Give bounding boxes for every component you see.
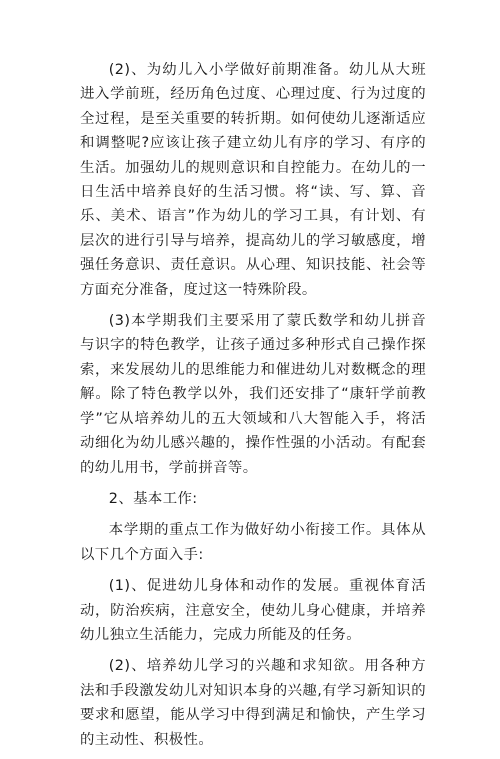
paragraph-key-work: 本学期的重点工作为做好幼小衔接工作。具体从以下几个方面入手: bbox=[80, 522, 426, 563]
paragraph-preparation: (2)、为幼儿入小学做好前期准备。幼儿从大班进入学前班，经历角色过度、心理过度、行为过度的全过程，是至关重要的转折期。如何使幼儿逐渐适应和调整呢?应该让孩子建立幼儿有序的学习、有序的生活。加强幼儿的规则意识和自控能力。在幼儿的一日生活中培养良好的生活习惯。将“读、写、算、音乐、美术、语言”作为幼儿的学习工具，有计划、有层次的进行引导与培养，提高幼儿的学习敏感度，增强任务意识、责任意识。从心理、知识技能、社会等方面充分准备，度过这一特殊阶段。 bbox=[80, 62, 426, 298]
paragraph-physical-development: (1)、促进幼儿身体和动作的发展。重视体育活动，防治疾病，注意安全，使幼儿身心健康，并培养幼儿独立生活能力，完成力所能及的任务。 bbox=[80, 578, 426, 643]
section-heading-basic-work: 2、基本工作: bbox=[108, 490, 198, 507]
document-page bbox=[80, 58, 426, 759]
paragraph-learning-interest: (2)、培养幼儿学习的兴趣和求知欲。用各种方法和手段激发幼儿对知识本身的兴趣,有学习新知识的要求和愿望，能从学习中得到满足和愉快，产生学习的主动性、积极性。 bbox=[80, 658, 426, 748]
paragraph-special-teaching: (3)本学期我们主要采用了蒙氏数学和幼儿拼音与识字的特色教学，让孩子通过多种形式自己操作探索，来发展幼儿的思维能力和催进幼儿对数概念的理解。除了特色教学以外，我们还安排了“康轩学前教学”它从培养幼儿的五大领域和八大智能入手，将活动细化为幼儿感兴趣的，操作性强的小活动。有配套的幼儿用书，学前拼音等。 bbox=[80, 313, 426, 476]
